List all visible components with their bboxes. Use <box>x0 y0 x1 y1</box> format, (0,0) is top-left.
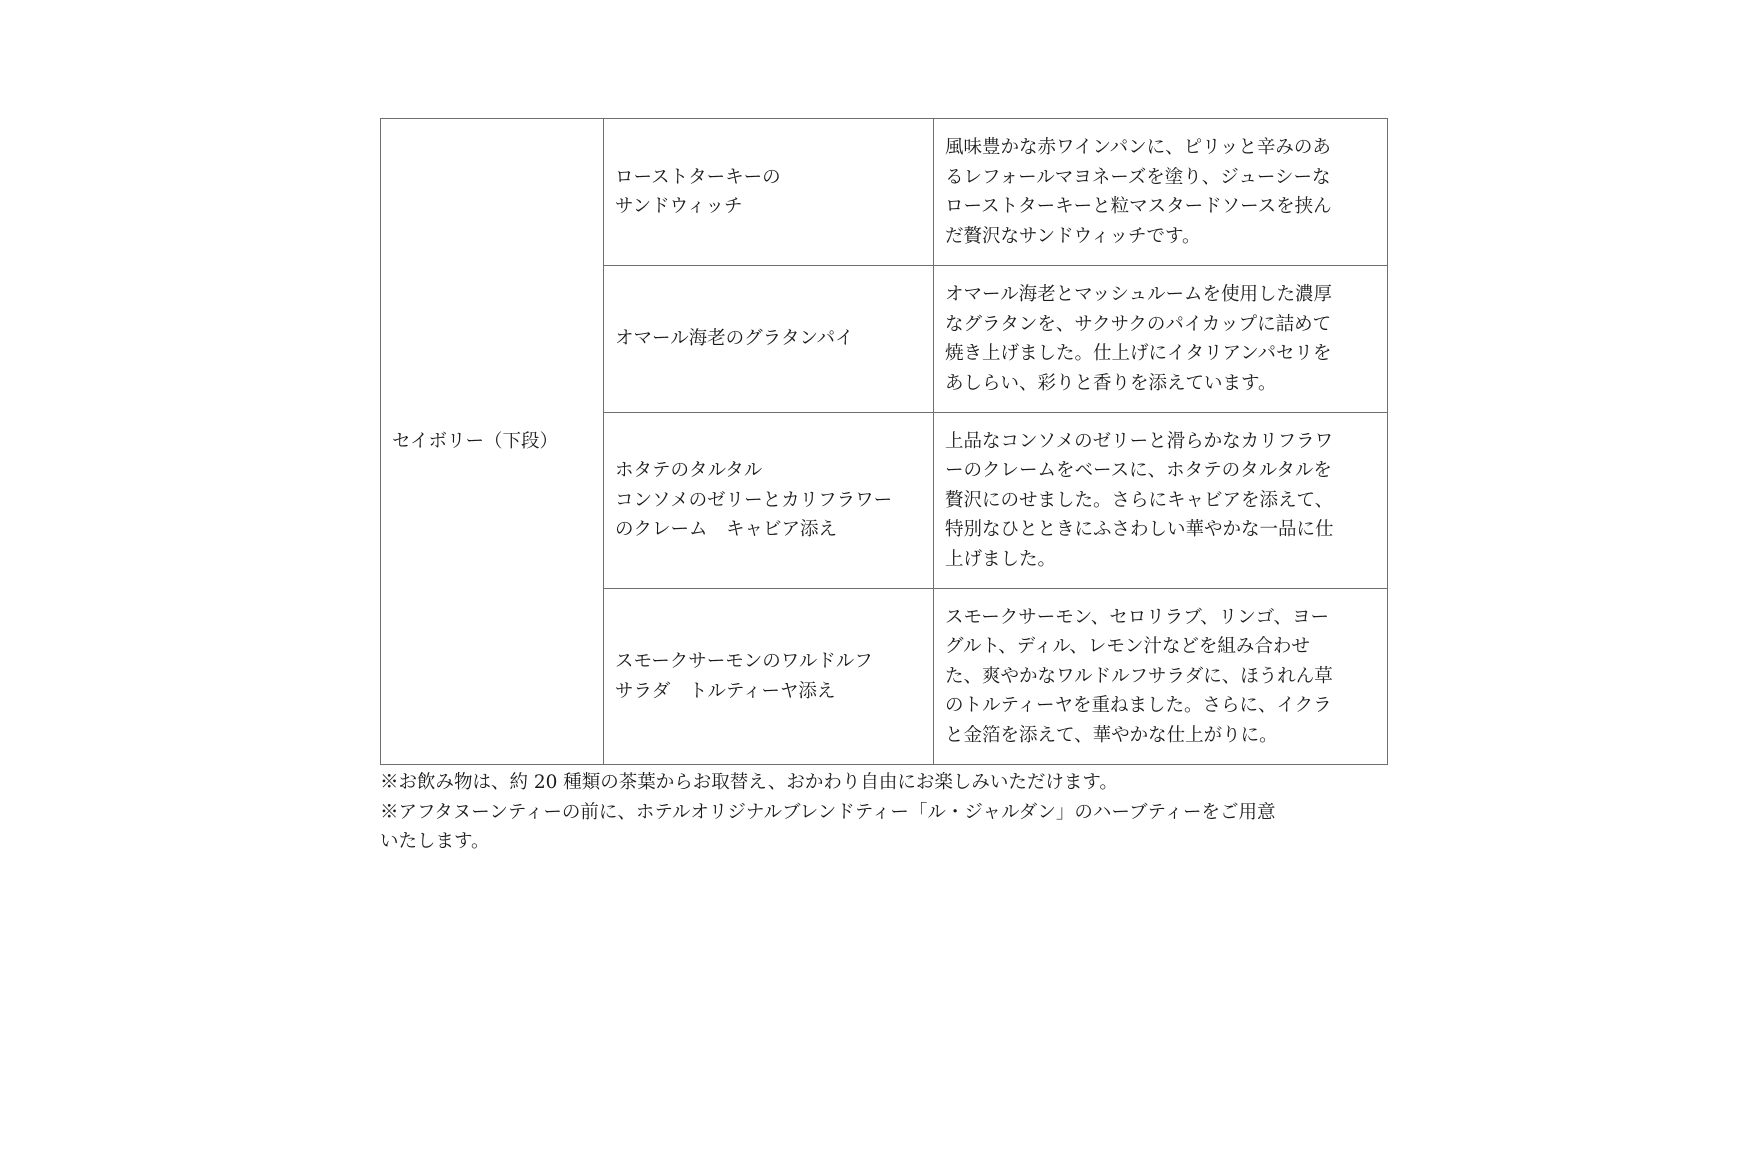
dish-description-line: なグラタンを、サクサクのパイカップに詰めて <box>945 313 1332 335</box>
dish-name-line: ローストターキーの <box>615 166 781 188</box>
dish-description-line: のトルティーヤを重ねました。さらに、イクラ <box>945 695 1332 717</box>
dish-name-line: コンソメのゼリーとカリフラワー <box>615 489 893 511</box>
dish-description-line: るレフォールマヨネーズを塗り、ジューシーな <box>945 166 1331 188</box>
dish-description-line: と金箔を添えて、華やかな仕上がりに。 <box>945 724 1278 746</box>
footnote-line: ※アフタヌーンティーの前に、ホテルオリジナルブレンドティー「ル・ジャルダン」のハーブティーをご用意 <box>380 801 1276 823</box>
dish-name-cell <box>604 266 934 413</box>
menu-table <box>380 118 1388 765</box>
dish-description-line: スモークサーモン、セロリラブ、リンゴ、ヨー <box>945 606 1330 628</box>
dish-description-line: 焼き上げました。仕上げにイタリアンパセリを <box>945 343 1332 364</box>
dish-name-line: ホタテのタルタル <box>615 460 763 482</box>
dish-name-cell <box>604 119 934 266</box>
dish-description-cell <box>934 589 1388 765</box>
dish-name-line: のクレーム キャビア添え <box>615 519 838 541</box>
dish-description-line: グルト、ディル、レモン汁などを組み合わせ <box>945 636 1310 658</box>
dish-name-line: サンドウィッチ <box>615 196 743 217</box>
dish-description-line: オマール海老とマッシュルームを使用した濃厚 <box>945 284 1333 305</box>
dish-description-cell <box>934 119 1388 266</box>
dish-description-line: ーのクレームをベースに、ホタテのタルタルを <box>945 460 1332 482</box>
category-label: セイボリー（下段） <box>392 430 558 452</box>
dish-name-cell <box>604 589 934 765</box>
dish-description-line: あしらい、彩りと香りを添えています。 <box>945 372 1277 394</box>
footnote-line: ※お飲み物は、約 20 種類の茶葉からお取替え、おかわり自由にお楽しみいただけます。 <box>380 772 1118 793</box>
dish-description-line: 風味豊かな赤ワインパンに、ピリッと辛みのあ <box>945 137 1331 158</box>
dish-description-line: 贅沢にのせました。さらにキャビアを添えて、 <box>945 489 1334 511</box>
dish-description-line: ローストターキーと粒マスタードソースを挟ん <box>945 196 1332 217</box>
dish-description-line: 特別なひとときにふさわしい華やかな一品に仕 <box>945 519 1334 541</box>
footnote-line: いたします。 <box>380 831 490 852</box>
category-cell <box>381 119 604 765</box>
footnotes <box>380 768 1390 857</box>
dish-name-line: スモークサーモンのワルドルフ <box>615 651 873 672</box>
dish-name-line: オマール海老のグラタンパイ <box>615 328 854 350</box>
dish-name-cell <box>604 413 934 589</box>
dish-description-cell <box>934 266 1388 413</box>
dish-description-line: だ贅沢なサンドウィッチです。 <box>945 225 1201 247</box>
table-row <box>381 119 1388 266</box>
dish-description-line: 上品なコンソメのゼリーと滑らかなカリフラワ <box>945 430 1334 452</box>
dish-name-line: サラダ トルティーヤ添え <box>615 680 836 702</box>
dish-description-cell <box>934 413 1388 589</box>
dish-description-line: た、爽やかなワルドルフサラダに、ほうれん草 <box>945 665 1333 687</box>
dish-description-line: 上げました。 <box>945 548 1057 570</box>
